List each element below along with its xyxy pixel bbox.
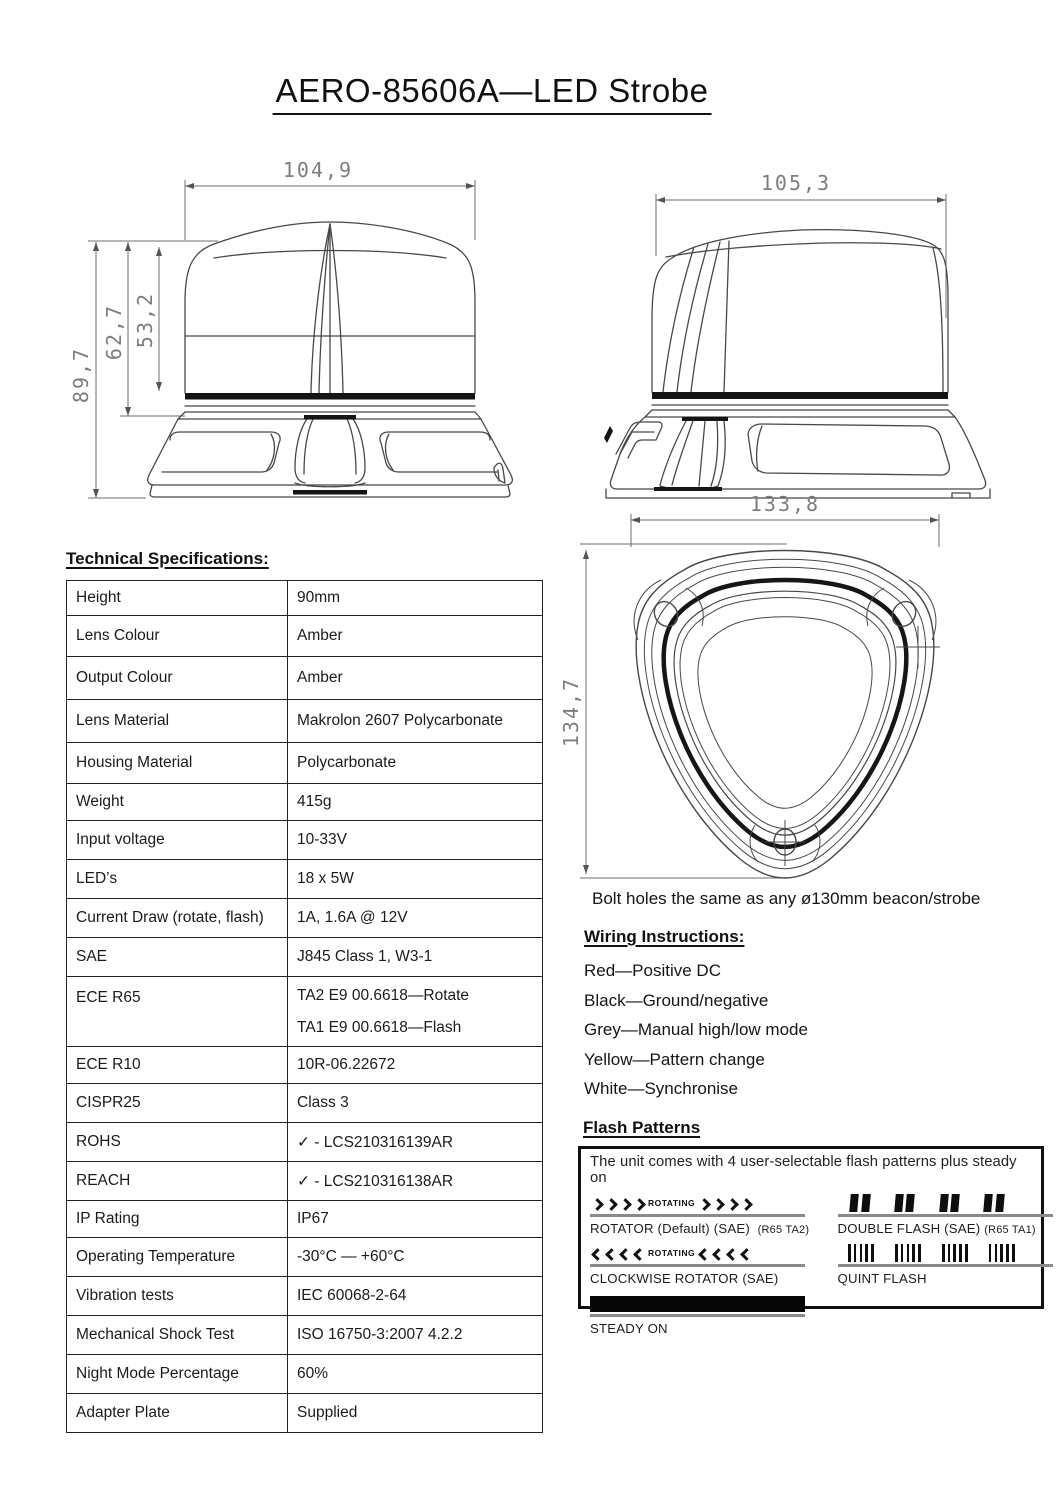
chevron-left-icon [591,1248,604,1261]
chevron-left-icon [605,1248,618,1261]
spec-label: Night Mode Percentage [67,1355,288,1394]
spec-value: Polycarbonate [288,743,543,784]
pattern-rotator [590,1195,838,1236]
spec-row [67,1047,543,1084]
side-beacon-outline [604,230,990,498]
pattern-label: ROTATOR (Default) (SAE) (R65 TA2) [590,1221,810,1236]
pattern-label: QUINT FLASH [837,1271,927,1286]
spec-row [67,1123,543,1162]
spec-row [67,1201,543,1238]
pattern-double-flash [837,1195,1036,1236]
wiring-item: Red—Positive DC [584,961,721,980]
spec-value: ISO 16750-3:2007 4.2.2 [288,1316,543,1355]
top-view-drawing [559,492,1056,884]
spec-label: SAE [67,938,288,977]
spec-row [67,700,543,743]
top-bolt-holes [650,597,921,855]
spec-value: Amber [288,616,543,657]
rotating-label: ROTATING [648,1198,696,1208]
wiring-item: White—Synchronise [584,1079,739,1098]
pattern-label: STEADY ON [590,1321,668,1336]
double-flash-pattern-graphic [838,1195,1053,1217]
top-width-dim: 133,8 [749,492,821,516]
chevron-right-icon [633,1198,646,1211]
front-total-height-dim: 89,7 [69,346,93,404]
spec-row [67,784,543,821]
spec-value: IEC 60068-2-64 [288,1277,543,1316]
spec-value [288,977,543,1047]
chevron-left-icon [698,1248,711,1261]
front-beacon-outline [148,222,513,497]
spec-row [67,657,543,700]
side-width-dim: 105,3 [760,171,832,195]
pattern-label: DOUBLE FLASH (SAE) (R65 TA1) [837,1221,1036,1236]
spec-value: IP67 [288,1201,543,1238]
spec-row [67,938,543,977]
spec-value: Amber [288,657,543,700]
technical-specifications-section [66,549,544,1433]
pattern-label: CLOCKWISE ROTATOR (SAE) [590,1271,779,1286]
flash-heading: Flash Patterns [583,1118,701,1137]
spec-label: Operating Temperature [67,1238,288,1277]
front-dome-height-dim: 53,2 [133,291,157,349]
spec-row [67,1162,543,1201]
spec-label: CISPR25 [67,1084,288,1123]
spec-label: Lens Colour [67,616,288,657]
spec-label: ECE R65 [67,977,288,1047]
steady-on-pattern-graphic [590,1295,805,1317]
specs-heading: Technical Specifications: [66,549,269,568]
pattern-clockwise-rotator [590,1245,838,1286]
spec-row [67,1394,543,1433]
spec-row [67,860,543,899]
pattern-quint-flash [838,1245,1032,1286]
flash-intro: The unit comes with 4 user-selectable flash patterns plus steady on [590,1154,1017,1186]
spec-value-line: TA2 E9 00.6618—Rotate [297,986,470,1004]
bolt-note: Bolt holes the same as any ø130mm beacon/strobe [592,889,981,908]
spec-row [67,743,543,784]
chevron-right-icon [605,1198,618,1211]
spec-value: 60% [288,1355,543,1394]
spec-value: 10-33V [288,821,543,860]
spec-label: Output Colour [67,657,288,700]
spec-value: ✓ - LCS210316138AR [288,1162,543,1201]
spec-row [67,581,543,616]
spec-row [67,899,543,938]
spec-value: Makrolon 2607 Polycarbonate [288,700,543,743]
side-view-drawing [596,158,1048,503]
spec-value: J845 Class 1, W3-1 [288,938,543,977]
chevron-left-icon [619,1248,632,1261]
chevron-left-icon [726,1248,739,1261]
front-view-drawing [66,150,536,507]
spec-value: 18 x 5W [288,860,543,899]
wiring-item: Grey—Manual high/low mode [584,1020,808,1039]
quint-flash-pattern-graphic [838,1245,1053,1267]
top-height-dim: 134,7 [559,676,583,748]
spec-row [67,977,543,1047]
chevron-left-icon [740,1248,753,1261]
spec-label: REACH [67,1162,288,1201]
spec-row [67,616,543,657]
spec-label: Housing Material [67,743,288,784]
spec-row [67,1277,543,1316]
chevron-right-icon [740,1198,753,1211]
page-title: AERO-85606A—LED Strobe [273,72,712,115]
spec-row [67,1316,543,1355]
wiring-instructions-section [584,927,808,1104]
wiring-item: Yellow—Pattern change [584,1049,765,1069]
spec-value: ✓ - LCS210316139AR [288,1123,543,1162]
pattern-steady-on [590,1295,838,1336]
spec-label: LED’s [67,860,288,899]
front-width-dim: 104,9 [282,158,354,182]
spec-row [67,1084,543,1123]
front-lens-height-dim: 62,7 [102,303,126,361]
wiring-heading: Wiring Instructions: [584,927,745,946]
spec-value: 10R-06.22672 [288,1047,543,1084]
chevron-right-icon [619,1198,632,1211]
flash-patterns-box [578,1146,1044,1336]
flash-patterns-section [578,1118,1044,1336]
spec-value: 1A, 1.6A @ 12V [288,899,543,938]
chevron-left-icon [712,1248,725,1261]
spec-value: 90mm [288,581,543,616]
pattern-note: (R65 TA1) [984,1224,1036,1236]
chevron-right-icon [698,1198,711,1211]
spec-label: Adapter Plate [67,1394,288,1433]
rotating-label: ROTATING [648,1248,696,1258]
steady-bar [590,1296,805,1312]
spec-row [67,821,543,860]
spec-label: Weight [67,784,288,821]
spec-value: Class 3 [288,1084,543,1123]
spec-label: Input voltage [67,821,288,860]
chevron-right-icon [591,1198,604,1211]
wiring-item: Black—Ground/negative [584,990,769,1010]
spec-value: Supplied [288,1394,543,1433]
spec-label: Vibration tests [67,1277,288,1316]
spec-label: ECE R10 [67,1047,288,1084]
side-dimension-lines [656,194,946,318]
spec-row [67,1238,543,1277]
spec-value: -30°C — +60°C [288,1238,543,1277]
spec-label: Mechanical Shock Test [67,1316,288,1355]
rotator-pattern-graphic [590,1195,805,1217]
spec-label: Height [67,581,288,616]
chevron-right-icon [726,1198,739,1211]
spec-row [67,1355,543,1394]
spec-label: IP Rating [67,1201,288,1238]
spec-label: Current Draw (rotate, flash) [67,899,288,938]
specs-table [66,580,543,1433]
clockwise-rotator-pattern-graphic [590,1245,805,1267]
spec-label: Lens Material [67,700,288,743]
pattern-note: (R65 TA2) [757,1224,810,1236]
spec-value: 415g [288,784,543,821]
chevron-left-icon [633,1248,646,1261]
spec-value-line: TA1 E9 00.6618—Flash [297,1018,462,1036]
chevron-right-icon [712,1198,725,1211]
spec-label: ROHS [67,1123,288,1162]
